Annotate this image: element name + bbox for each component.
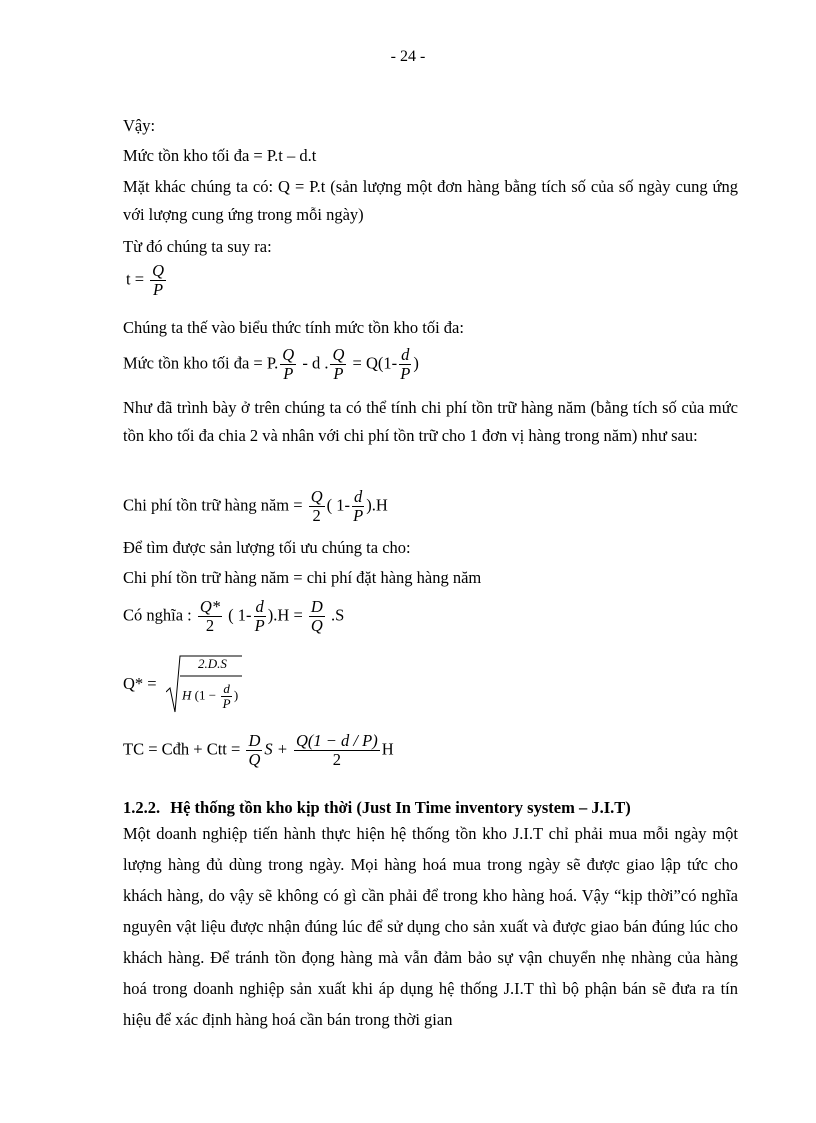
numerator: D bbox=[248, 731, 261, 750]
denominator: P bbox=[400, 364, 411, 383]
fraction-tc-second bbox=[294, 732, 380, 769]
fraction-d-over-p bbox=[221, 682, 232, 711]
denominator: 2 bbox=[205, 616, 215, 635]
annual-cost-lhs: Chi phí tồn trữ hàng năm = bbox=[123, 495, 303, 515]
numerator: Q bbox=[152, 261, 165, 280]
numerator: d bbox=[354, 487, 363, 506]
numerator: Q bbox=[310, 487, 323, 506]
fraction-d-over-p bbox=[399, 346, 411, 383]
formula-max-stock bbox=[123, 346, 419, 383]
sqrt-den-h: H bbox=[182, 687, 192, 703]
text-vay: Vậy: bbox=[123, 116, 156, 135]
numerator: d bbox=[401, 345, 410, 364]
section-number: 1.2.2. bbox=[123, 798, 161, 817]
denominator: P bbox=[222, 696, 231, 711]
section-title: Hệ thống tồn kho kịp thời (Just In Time inventory system – J.I.T) bbox=[170, 798, 631, 817]
formula-annual-cost bbox=[123, 488, 388, 525]
s-plus: S + bbox=[264, 739, 288, 759]
formula-qstar-lhs: Q* = bbox=[123, 674, 157, 693]
sqrt-den-paren: (1 − bbox=[194, 687, 217, 703]
sqrt-denominator bbox=[182, 682, 238, 711]
fraction-d-over-q bbox=[246, 732, 262, 769]
close-paren: ) bbox=[233, 687, 239, 703]
fraction-q-over-p bbox=[150, 262, 166, 299]
text-substitute: Chúng ta thế vào biểu thức tính mức tồn kho tối đa: bbox=[123, 318, 464, 337]
open-1-minus: ( 1- bbox=[228, 605, 252, 625]
formula-max-stock-lhs: Mức tồn kho tối đa = P. bbox=[123, 353, 279, 373]
open-1-minus: ( 1- bbox=[326, 495, 350, 515]
formula-t bbox=[126, 262, 168, 299]
fraction-d-over-p bbox=[352, 488, 364, 525]
body-paragraph: Một doanh nghiệp tiến hành thực hiện hệ thống tồn kho J.I.T chỉ phải mua mỗi ngày một lượng hàng đủ dùng trong ngày. Mọi hàng hoá mua trong ngày sẽ được giao lập tức cho khách hàng, do vậy sẽ không có gì cần phải để trong kho hàng hoá. Vậy “kịp thời”có nghĩa nguyên vật liệu được nhận đúng lúc để sử dụng cho sản xuất và được giao bán đúng lúc cho khách hàng. Để tránh tồn đọng hàng mà vẫn đảm bảo sự vận chuyển nhẹ nhàng của hàng hoá trong doanh nghiệp sản xuất khi áp dụng hệ thống J.I.T thì bộ phận bán sẽ đưa ra tín hiệu để xác định hàng hoá cần bán trong thời gian bbox=[123, 824, 738, 1029]
dot-s: .S bbox=[330, 605, 345, 625]
fraction-q-over-2 bbox=[309, 488, 325, 525]
denominator: P bbox=[283, 364, 294, 383]
formula-meaning bbox=[123, 598, 344, 635]
numerator: d bbox=[223, 681, 230, 696]
denominator: P bbox=[153, 280, 164, 299]
text-to-find: Để tìm được sản lượng tối ưu chúng ta cho: bbox=[123, 538, 411, 557]
eq-h: ).H = bbox=[267, 605, 303, 625]
numerator: Q bbox=[332, 345, 345, 364]
formula-t-lhs: t = bbox=[126, 269, 145, 289]
denominator: P bbox=[254, 616, 265, 635]
numerator: Q(1 − d / P) bbox=[296, 731, 378, 750]
fraction-q-over-p-2 bbox=[330, 346, 346, 383]
close-h: ).H bbox=[366, 495, 388, 515]
sqrt-numerator: 2.D.S bbox=[198, 656, 227, 671]
denominator: P bbox=[333, 364, 344, 383]
denominator: Q bbox=[310, 616, 323, 635]
fraction-q-over-p bbox=[280, 346, 296, 383]
numerator: d bbox=[255, 597, 264, 616]
text-max-stock: Mức tồn kho tối đa = P.t – d.t bbox=[123, 146, 317, 165]
section-heading bbox=[123, 798, 637, 818]
text-other-side: Mặt khác chúng ta có: Q = P.t (sản lượng một đơn hàng bằng tích số của số ngày cung ứng với lượng cung ứng trong mỗi ngày) bbox=[123, 177, 738, 224]
formula-total-cost bbox=[123, 732, 394, 769]
fraction-d-over-p bbox=[254, 598, 266, 635]
tc-lhs: TC = Cđh + Ctt = bbox=[123, 739, 241, 759]
denominator: Q bbox=[248, 750, 261, 769]
close-paren: ) bbox=[413, 353, 419, 373]
denominator: 2 bbox=[312, 506, 321, 525]
eq-q1: = Q(1- bbox=[348, 353, 398, 373]
meaning-label: Có nghĩa : bbox=[123, 605, 192, 625]
page-number: - 24 - bbox=[390, 48, 426, 65]
h-symbol: H bbox=[381, 739, 394, 759]
denominator: P bbox=[353, 506, 364, 525]
numerator: D bbox=[310, 597, 323, 616]
denominator: 2 bbox=[332, 750, 341, 769]
fraction-d-over-q bbox=[309, 598, 325, 635]
minus-d: - d . bbox=[298, 353, 329, 373]
text-as-presented: Như đã trình bày ở trên chúng ta có thể tính chi phí tồn trữ hàng năm (bằng tích số của mức tồn kho tối đa chia 2 và nhân với chi phí tồn trữ cho 1 đơn vị hàng trong năm) như sau: bbox=[123, 398, 738, 445]
fraction-qstar-over-2 bbox=[198, 598, 222, 635]
text-equality: Chi phí tồn trữ hàng năm = chi phí đặt hàng hàng năm bbox=[123, 568, 482, 587]
text-deduce: Từ đó chúng ta suy ra: bbox=[123, 237, 272, 256]
numerator: Q* bbox=[199, 597, 221, 616]
numerator: Q bbox=[282, 345, 295, 364]
